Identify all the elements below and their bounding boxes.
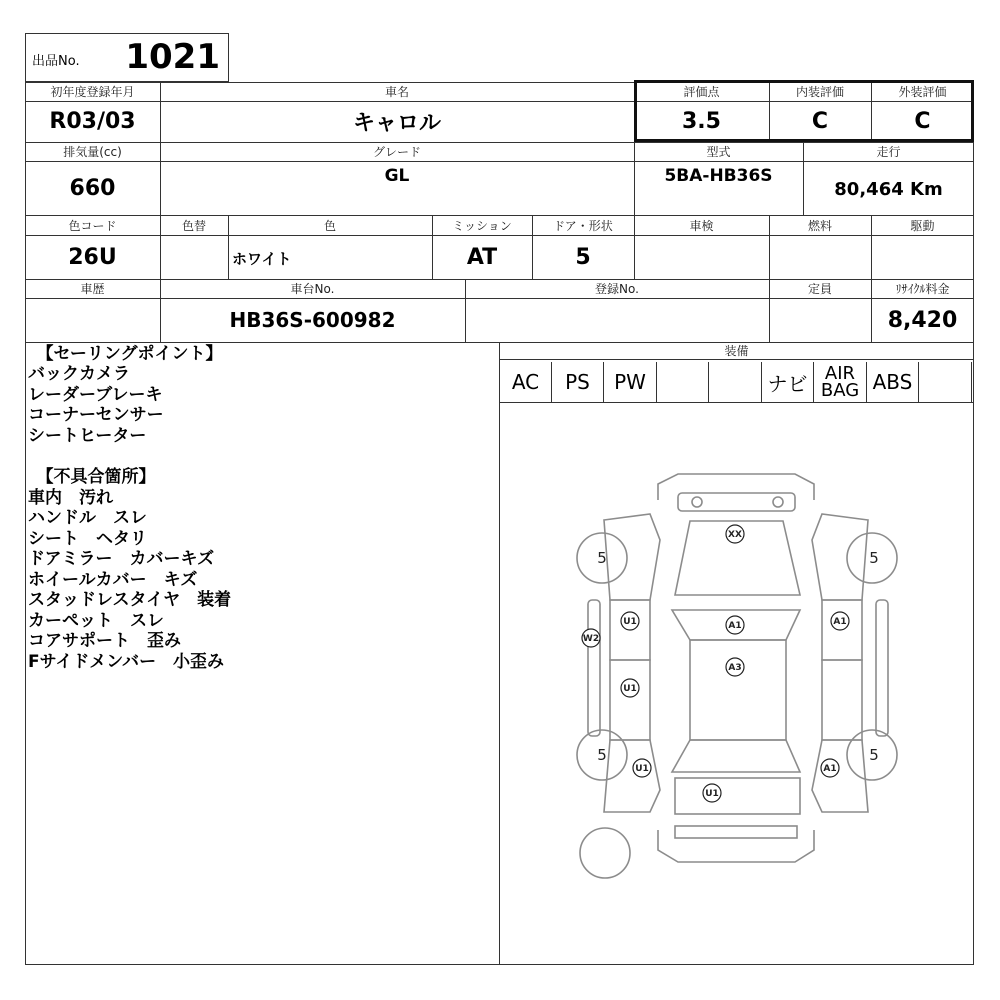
first-registration-header: 初年度登録年月 [50, 85, 135, 99]
color-value: ホワイト [232, 250, 292, 268]
chassis-value: HB36S-600982 [229, 308, 396, 332]
defect-item: ドアミラー カバーキズ [28, 549, 215, 569]
lot-box [25, 33, 229, 82]
damage-mark: XX [728, 530, 742, 540]
color-code-value: 26U [68, 244, 117, 270]
fuel-header: 燃料 [807, 218, 832, 233]
lot-number: 1021 [125, 37, 220, 77]
chassis-header: 車台No. [290, 282, 335, 296]
color-code-header: 色コード [68, 218, 117, 233]
doors-value: 5 [575, 244, 591, 270]
defect-item: ハンドル スレ [28, 508, 147, 528]
registration-value [465, 298, 769, 342]
model-header: 型式 [706, 145, 731, 159]
damage-mark: U1 [635, 764, 649, 774]
color-header: 色 [323, 218, 336, 233]
history-value [25, 298, 160, 342]
repaint-value [160, 235, 228, 279]
interior-value: C [811, 109, 829, 134]
equip-blank [709, 362, 762, 402]
capacity-header: 定員 [807, 282, 832, 296]
score-value: 3.5 [682, 109, 721, 134]
selling-point-item: レーダーブレーキ [28, 385, 163, 405]
selling-points-title: 【セーリングポイント】 [28, 344, 223, 364]
equip-pw: PW [604, 362, 657, 402]
displacement-value: 660 [69, 175, 116, 201]
damage-mark: U1 [705, 789, 719, 799]
car-name-value: キャロル [352, 111, 441, 136]
equip-airbag-label: AIR BAG [820, 363, 860, 401]
equip-airbag [814, 362, 867, 402]
damage-mark: U1 [623, 617, 637, 627]
repaint-header: 色替 [181, 218, 206, 233]
damage-mark: W2 [582, 634, 600, 644]
mileage-value: 80,464 Km [834, 179, 943, 200]
damage-mark: A3 [728, 663, 742, 673]
transmission-value: AT [466, 244, 498, 270]
equip-abs: ABS [867, 362, 919, 402]
defect-item: カーペット スレ [28, 611, 164, 631]
inspection-header: 車検 [689, 218, 714, 233]
model-value: 5BA-HB36S [664, 166, 773, 186]
drive-value [871, 235, 974, 279]
mileage-header: 走行 [876, 145, 901, 159]
defects-title: 【不具合箇所】 [28, 467, 156, 487]
tire-mark-front-right: 5 [869, 549, 879, 567]
defect-item: コアサポート 歪み [28, 631, 181, 651]
equip-blank [919, 362, 972, 402]
tire-mark-rear-right: 5 [869, 746, 879, 764]
defect-item: Fサイドメンバー 小歪み [28, 652, 225, 672]
car-name-header: 車名 [384, 85, 409, 99]
equip-ac: AC [499, 362, 552, 402]
fuel-value [769, 235, 871, 279]
damage-mark: A1 [823, 764, 837, 774]
tire-mark-rear-left: 5 [597, 746, 607, 764]
equipment-header: 装備 [724, 344, 749, 358]
transmission-header: ミッション [452, 218, 512, 233]
first-registration-value: R03/03 [49, 109, 136, 134]
selling-point-item: バックカメラ [28, 364, 130, 384]
lot-label: 出品No. [32, 54, 80, 69]
damage-mark: A1 [833, 617, 847, 627]
tire-mark-front-left: 5 [597, 549, 607, 567]
registration-header: 登録No. [595, 282, 639, 296]
defect-item: シート ヘタリ [28, 529, 147, 549]
inspection-value [634, 235, 769, 279]
recycle-value: 8,420 [887, 307, 958, 333]
equip-ps: PS [552, 362, 604, 402]
score-header: 評価点 [683, 85, 720, 99]
displacement-header: 排気量(cc) [63, 145, 122, 159]
interior-header: 内装評価 [795, 85, 844, 99]
selling-point-item: シートヒーター [28, 426, 147, 446]
selling-point-item: コーナーセンサー [28, 405, 164, 425]
car-diagram [500, 403, 973, 964]
history-header: 車歴 [80, 282, 105, 296]
damage-mark: A1 [728, 621, 742, 631]
exterior-value: C [914, 109, 931, 134]
exterior-header: 外装評価 [898, 85, 947, 99]
defect-item: スタッドレスタイヤ 装着 [28, 590, 232, 610]
defect-item: 車内 汚れ [28, 488, 113, 508]
drive-header: 駆動 [910, 218, 935, 233]
equip-navi: ナビ [762, 362, 814, 402]
grade-value: GL [384, 166, 410, 186]
equip-blank [657, 362, 709, 402]
grade-header: グレード [372, 145, 421, 159]
damage-mark: U1 [623, 684, 637, 694]
capacity-value [769, 298, 871, 342]
defect-item: ホイールカバー キズ [28, 570, 198, 590]
recycle-header: ﾘｻｲｸﾙ料金 [895, 282, 950, 296]
doors-header: ドア・形状 [553, 218, 613, 233]
